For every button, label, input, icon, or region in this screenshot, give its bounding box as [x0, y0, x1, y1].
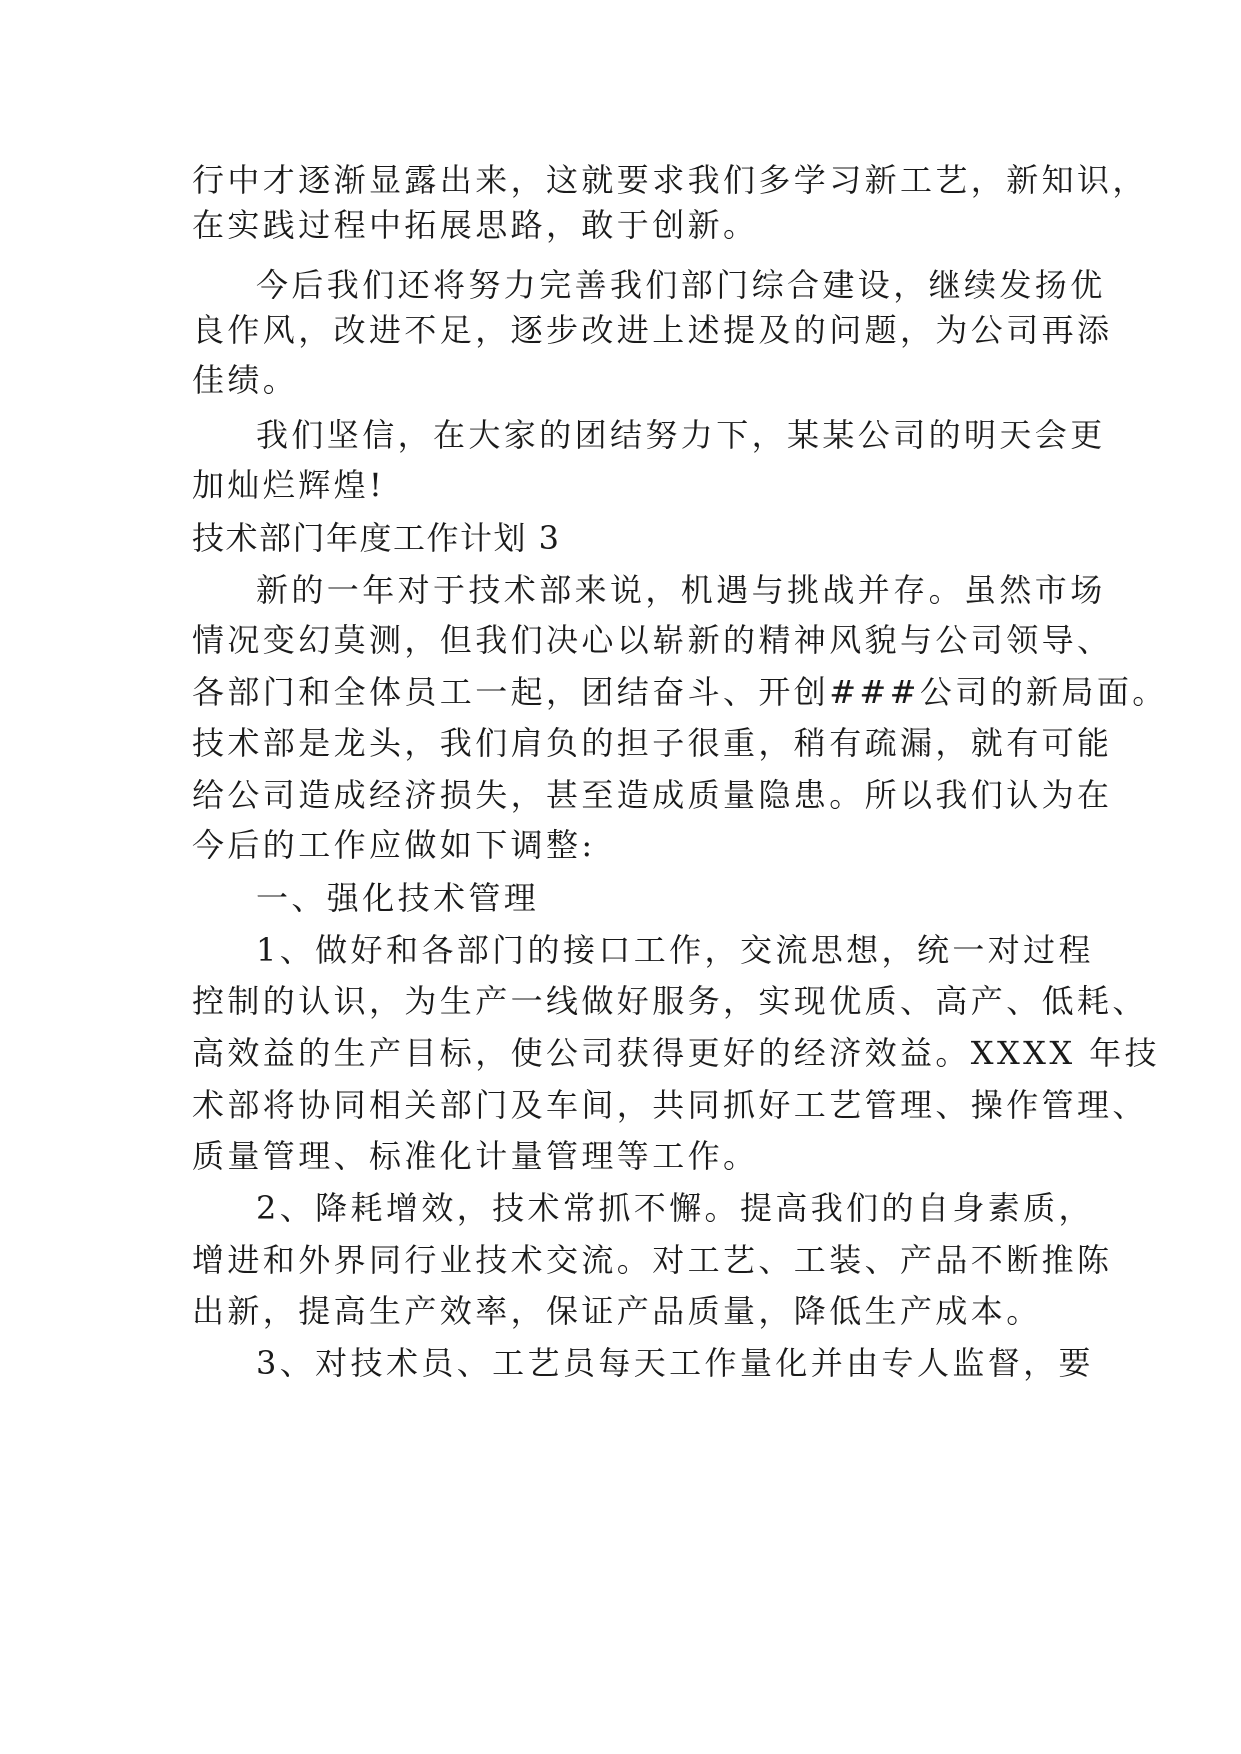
- text-line: 佳绩。: [192, 361, 299, 399]
- text-line: 良作风，改进不足，逐步改进上述提及的问题，为公司再添: [192, 311, 1113, 349]
- text-line: 给公司造成经济损失，甚至造成质量隐患。所以我们认为在: [192, 776, 1113, 814]
- text-line: 2、降耗增效，技术常抓不懈。提高我们的自身素质，: [256, 1189, 1094, 1227]
- text-line: 术部将协同相关部门及车间，共同抓好工艺管理、操作管理、: [192, 1086, 1148, 1124]
- text-line: 在实践过程中拓展思路，敢于创新。: [192, 206, 759, 244]
- text-line: 加灿烂辉煌!: [192, 466, 386, 504]
- text-line: 各部门和全体员工一起，团结奋斗、开创###公司的新局面。: [192, 673, 1168, 711]
- text-line: 1、做好和各部门的接口工作，交流思想，统一对过程: [256, 931, 1094, 969]
- text-line: 今后我们还将努力完善我们部门综合建设，继续发扬优: [256, 266, 1106, 304]
- text-line: 控制的认识，为生产一线做好服务，实现优质、高产、低耗、: [192, 982, 1148, 1020]
- text-line: 质量管理、标准化计量管理等工作。: [192, 1137, 759, 1175]
- subheading: 一、强化技术管理: [256, 879, 540, 917]
- text-line: 高效益的生产目标，使公司获得更好的经济效益。XXXX 年技: [192, 1034, 1160, 1072]
- section-title: 技术部门年度工作计划 3: [192, 519, 561, 557]
- text-line: 情况变幻莫测，但我们决心以崭新的精神风貌与公司领导、: [192, 621, 1113, 659]
- text-line: 我们坚信，在大家的团结努力下，某某公司的明天会更: [256, 416, 1106, 454]
- text-line: 行中才逐渐显露出来，这就要求我们多学习新工艺，新知识，: [192, 161, 1148, 199]
- text-line: 新的一年对于技术部来说，机遇与挑战并存。虽然市场: [256, 571, 1106, 609]
- text-line: 出新，提高生产效率，保证产品质量，降低生产成本。: [192, 1292, 1042, 1330]
- text-line: 今后的工作应做如下调整:: [192, 826, 596, 864]
- text-line: 增进和外界同行业技术交流。对工艺、工装、产品不断推陈: [192, 1241, 1113, 1279]
- text-line: 技术部是龙头，我们肩负的担子很重，稍有疏漏，就有可能: [192, 724, 1113, 762]
- text-line: 3、对技术员、工艺员每天工作量化并由专人监督，要: [256, 1344, 1094, 1382]
